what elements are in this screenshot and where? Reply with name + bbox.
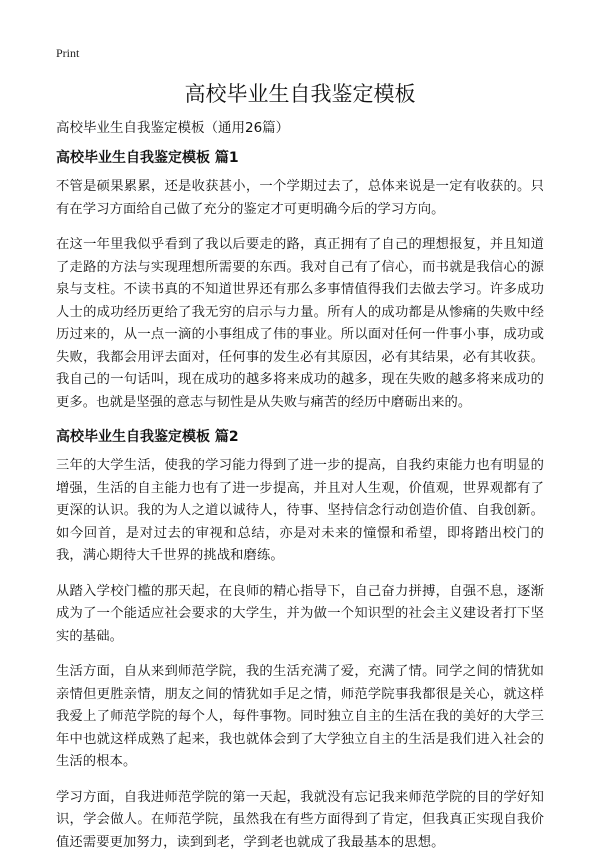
section-1 xyxy=(56,148,544,414)
paragraph: 三年的大学生活，使我的学习能力得到了进一步的提高，自我约束能力也有明显的增强，生活的自主能力也有了进一步提高，并且对人生观，价值观，世界观都有了更深的认识。我的为人之道以诚待人，待事、坚持信念行动创造价值、自我创新。如今回首，是对过去的审视和总结，亦是对未来的憧憬和希望，即将踏出校门的我，满心期待大千世界的挑战和磨练。 xyxy=(56,455,544,568)
section-heading: 高校毕业生自我鉴定模板 篇2 xyxy=(56,427,544,447)
document-title: 高校毕业生自我鉴定模板 xyxy=(56,80,544,108)
paragraph: 生活方面，自从来到师范学院，我的生活充满了爱，充满了情。同学之间的情犹如亲情但更胜亲情，朋友之间的情犹如手足之情，师范学院事我都很是关心，就这样我爱上了师范学院的每个人，每件事物。同时独立自主的生活在我的美好的大学三年中也就这样成熟了起来，我也就体会到了大学独立自主的生活是我们进入社会的生活的根本。 xyxy=(56,661,544,774)
section-heading: 高校毕业生自我鉴定模板 篇1 xyxy=(56,148,544,168)
section-2 xyxy=(56,427,544,854)
print-label: Print xyxy=(56,46,544,60)
document-subtitle: 高校毕业生自我鉴定模板（通用26篇） xyxy=(56,118,544,138)
paragraph: 学习方面，自我进师范学院的第一天起，我就没有忘记我来师范学院的目的学好知识，学会做人。在师范学院，虽然我在有些方面得到了肯定，但我真正实现自我价值还需要更加努力，读到到老，学到老也就成了我最基本的思想。 xyxy=(56,787,544,854)
paragraph: 在这一年里我似乎看到了我以后要走的路，真正拥有了自己的理想报复，并且知道了走路的方法与实现理想所需要的东西。我对自己有了信心，而书就是我信心的源泉与支柱。不读书真的不知道世界还有那么多事情值得我们去做去学习。许多成功人士的成功经历更给了我无穷的启示与力量。所有人的成功都是从惨痛的失败中经历过来的，从一点一滴的小事组成了伟的事业。所以面对任何一件事小事，成功或失败，我都会用评去面对，任何事的发生必有其原因，必有其结果，必有其收获。我自己的一句话叫，现在成功的越多将来成功的越多，现在失败的越多将来成功的更多。也就是坚强的意志与韧性是从失败与痛苦的经历中磨砺出来的。 xyxy=(56,234,544,414)
paragraph: 不管是硕果累累，还是收获甚小，一个学期过去了，总体来说是一定有收获的。只有在学习方面给自己做了充分的鉴定才可更明确今后的学习方向。 xyxy=(56,176,544,221)
paragraph: 从踏入学校门槛的那天起，在良师的精心指导下，自己奋力拼搏，自强不息，逐渐成为了一个能适应社会要求的大学生，并为做一个知识型的社会主义建设者打下坚实的基础。 xyxy=(56,581,544,649)
